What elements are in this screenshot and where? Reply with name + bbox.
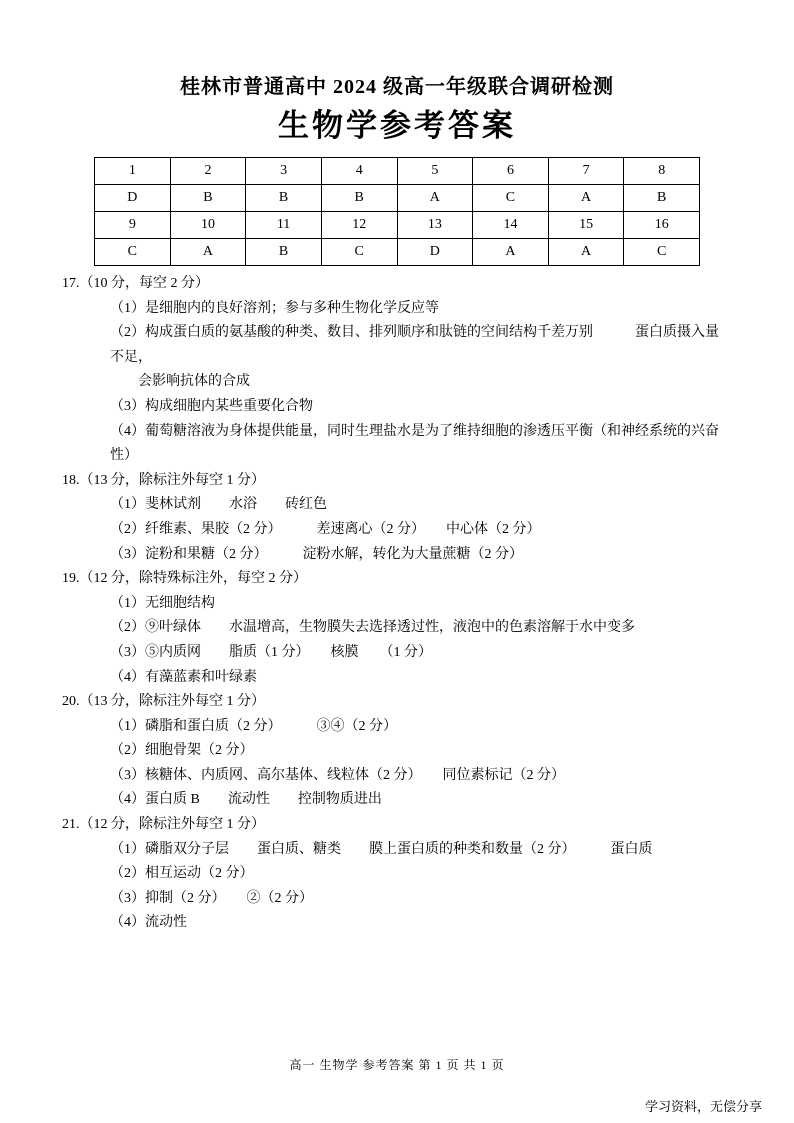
question-block — [62, 690, 732, 813]
answer-line: （4）有藻蓝素和叶绿素 — [110, 669, 257, 685]
answer-line: （4）流动性 — [110, 915, 187, 931]
answer-letter-cell: A — [170, 239, 246, 266]
question-number-cell: 1 — [95, 158, 171, 185]
answer-table — [94, 157, 700, 266]
question-number-cell: 6 — [473, 158, 549, 185]
answer-line: （4）蛋白质 B 流动性 控制物质进出 — [110, 792, 382, 808]
question-number-cell: 10 — [170, 212, 246, 239]
answer-line: （3）⑤内质网 脂质（1 分） 核膜 （1 分） — [110, 644, 432, 660]
question-number-cell: 15 — [548, 212, 624, 239]
question-header: 17.（10 分，每空 2 分） — [62, 276, 209, 291]
answer-line: （4）葡萄糖溶液为身体提供能量，同时生理盐水是为了维持细胞的渗透压平衡（和神经系统的兴奋性） — [110, 423, 719, 464]
document-title: 桂林市普通高中 2024 级高一年级联合调研检测 — [180, 76, 614, 98]
answer-table-row — [95, 239, 700, 266]
question-header: 20.（13 分，除标注外每空 1 分） — [62, 694, 265, 710]
question-block — [62, 469, 732, 567]
question-block — [62, 272, 732, 469]
answer-letter-cell: B — [246, 239, 322, 266]
question-number-cell: 7 — [548, 158, 624, 185]
answer-letter-cell: B — [624, 185, 700, 212]
answer-line: （1）磷脂双分子层 蛋白质、糖类 膜上蛋白质的种类和数量（2 分） 蛋白质 — [110, 841, 653, 857]
answer-table-row — [95, 158, 700, 185]
answer-line: （1）无细胞结构 — [110, 595, 215, 611]
question-number-cell: 14 — [473, 212, 549, 239]
question-number-cell: 4 — [321, 158, 397, 185]
answer-letter-cell: A — [548, 239, 624, 266]
answer-letter-cell: A — [397, 185, 473, 212]
document-subtitle: 生物学参考答案 — [278, 108, 516, 143]
answer-line: （3）构成细胞内某些重要化合物 — [110, 398, 313, 414]
answer-line: 会影响抗体的合成 — [138, 374, 250, 390]
question-number-cell: 2 — [170, 158, 246, 185]
questions-section — [62, 272, 732, 936]
question-number-cell: 3 — [246, 158, 322, 185]
answer-line: （3）淀粉和果糖（2 分） 淀粉水解，转化为大量蔗糖（2 分） — [110, 546, 523, 562]
answer-letter-cell: C — [473, 185, 549, 212]
question-number-cell: 8 — [624, 158, 700, 185]
answer-letter-cell: D — [397, 239, 473, 266]
question-number-cell: 16 — [624, 212, 700, 239]
question-number-cell: 9 — [95, 212, 171, 239]
answer-letter-cell: C — [321, 239, 397, 266]
question-number-cell: 12 — [321, 212, 397, 239]
question-block — [62, 813, 732, 936]
answer-letter-cell: B — [321, 185, 397, 212]
answer-letter-cell: D — [95, 185, 171, 212]
answer-letter-cell: B — [170, 185, 246, 212]
answer-letter-cell: A — [473, 239, 549, 266]
answer-line: （1）是细胞内的良好溶剂；参与多种生物化学反应等 — [110, 300, 439, 316]
question-number-cell: 13 — [397, 212, 473, 239]
answer-letter-cell: A — [548, 185, 624, 212]
answer-line: （2）⑨叶绿体 水温增高，生物膜失去选择透过性，液泡中的色素溶解于水中变多 — [110, 620, 635, 636]
answer-table-body — [95, 158, 700, 266]
answer-letter-cell: B — [246, 185, 322, 212]
answer-table-row — [95, 212, 700, 239]
question-header: 21.（12 分，除标注外每空 1 分） — [62, 817, 265, 833]
answer-line: （1）斐林试剂 水浴 砖红色 — [110, 497, 327, 513]
answer-line: （2）细胞骨架（2 分） — [110, 743, 254, 759]
answer-line: （3）抑制（2 分） ②（2 分） — [110, 890, 313, 906]
page-footer: 高一 生物学 参考答案 第 1 页 共 1 页 — [289, 1058, 505, 1072]
answer-line: （2）相互运动（2 分） — [110, 866, 254, 882]
answer-line: （3）核糖体、内质网、高尔基体、线粒体（2 分） 同位素标记（2 分） — [110, 767, 565, 783]
question-block — [62, 567, 732, 690]
answer-line: （2）纤维素、果胶（2 分） 差速离心（2 分） 中心体（2 分） — [110, 521, 541, 537]
question-header: 19.（12 分，除特殊标注外，每空 2 分） — [62, 571, 307, 587]
answer-line: （2）构成蛋白质的氨基酸的种类、数目、排列顺序和肽链的空间结构千差万别 蛋白质摄入量不足， — [110, 325, 719, 365]
answer-line: （1）磷脂和蛋白质（2 分） ③④（2 分） — [110, 718, 397, 734]
question-number-cell: 11 — [246, 212, 322, 239]
answer-letter-cell: C — [624, 239, 700, 266]
answer-table-row — [95, 185, 700, 212]
share-watermark: 学习资料，无偿分享 — [644, 1099, 762, 1114]
question-number-cell: 5 — [397, 158, 473, 185]
question-header: 18.（13 分，除标注外每空 1 分） — [62, 472, 265, 488]
answer-letter-cell: C — [95, 239, 171, 266]
